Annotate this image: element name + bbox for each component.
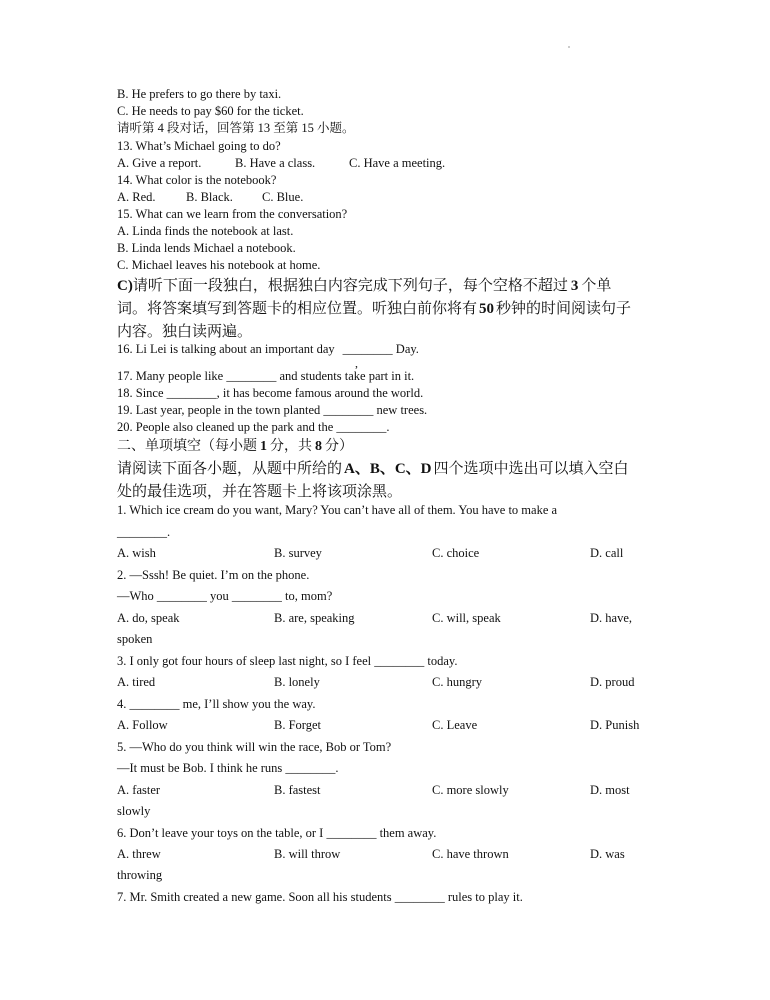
q4-option-a: A. Follow	[117, 718, 168, 732]
q4-option-d: D. Punish	[590, 718, 640, 732]
q14-option-b: B. Black.	[186, 190, 233, 204]
part2-instruction-1: 请阅读下面各小题，从题中所给的 A、B、C、D 四个选项中选出可以填入空白	[117, 459, 629, 477]
q6-option-a: A. threw	[117, 847, 161, 861]
section-c-instruction-2: 词。将答案填写到答题卡的相应位置。听独白前你将有 50 秒钟的时间阅读句子	[117, 299, 632, 317]
q5-option-b: B. fastest	[274, 783, 321, 797]
q2-option-b: B. are, speaking	[274, 611, 355, 625]
question-5: 5. —Who do you think will win the race, Bob or Tom?	[117, 740, 392, 754]
instruction-line: 请听第 4 段对话，回答第 13 至第 15 小题。	[117, 121, 355, 135]
question-18: 18. Since ________, it has become famous around the world.	[117, 386, 424, 400]
q6-option-d: D. was	[590, 847, 625, 861]
option-line: B. Linda lends Michael a notebook.	[117, 241, 296, 255]
q6-option-b: B. will throw	[274, 847, 341, 861]
q2-option-a: A. do, speak	[117, 611, 180, 625]
q6-option-d-continued: throwing	[117, 868, 163, 882]
q2-option-d-continued: spoken	[117, 632, 153, 646]
q13-option-b: B. Have a class.	[235, 156, 316, 170]
section-c-instruction-1: C)请听下面一段独白，根据独白内容完成下列句子，每个空格不超过 3 个单	[117, 276, 612, 294]
q5-option-d: D. most	[590, 783, 630, 797]
question-14: 14. What color is the notebook?	[117, 173, 277, 187]
question-2: 2. —Sssh! Be quiet. I’m on the phone.	[117, 568, 310, 582]
q2-option-c: C. will, speak	[432, 611, 501, 625]
option-line: A. Linda finds the notebook at last.	[117, 224, 294, 238]
question-1-continued: ________.	[117, 525, 171, 539]
q5-option-a: A. faster	[117, 783, 161, 797]
question-16: 16. Li Lei is talking about an important day ________ Day.	[117, 342, 419, 356]
part2-instruction-2: 处的最佳选项，并在答题卡上将该项涂黑。	[117, 482, 403, 500]
q3-option-b: B. lonely	[274, 675, 320, 689]
option-line: C. He needs to pay $60 for the ticket.	[117, 104, 304, 118]
part2-heading: 二、单项填空（每小题 1 分，共 8 分）	[117, 438, 353, 454]
question-20: 20. People also cleaned up the park and the ________.	[117, 420, 390, 434]
q14-option-c: C. Blue.	[262, 190, 304, 204]
question-15: 15. What can we learn from the conversation?	[117, 207, 348, 221]
question-5-line-2: —It must be Bob. I think he runs ________.	[117, 761, 339, 775]
q3-option-c: C. hungry	[432, 675, 482, 689]
q4-option-c: C. Leave	[432, 718, 478, 732]
q14-option-a: A. Red.	[117, 190, 156, 204]
section-c-instruction-3: 内容。独白读两遍。	[117, 322, 253, 340]
q1-option-b: B. survey	[274, 546, 322, 560]
question-17: 17. Many people like ________ and students take part in it.	[117, 369, 415, 383]
q16-comma: ,	[355, 356, 358, 370]
q1-option-a: A. wish	[117, 546, 156, 560]
q1-option-d: D. call	[590, 546, 624, 560]
q4-option-b: B. Forget	[274, 718, 321, 732]
question-3: 3. I only got four hours of sleep last night, so I feel ________ today.	[117, 654, 458, 668]
q13-option-a: A. Give a report.	[117, 156, 202, 170]
q5-option-d-continued: slowly	[117, 804, 151, 818]
corner-mark	[568, 46, 570, 48]
q1-option-c: C. choice	[432, 546, 480, 560]
q3-option-a: A. tired	[117, 675, 156, 689]
question-2-line-2: —Who ________ you ________ to, mom?	[117, 589, 333, 603]
option-line: B. He prefers to go there by taxi.	[117, 87, 282, 101]
question-4: 4. ________ me, I’ll show you the way.	[117, 697, 316, 711]
question-6: 6. Don’t leave your toys on the table, or I ________ them away.	[117, 826, 437, 840]
q2-option-d: D. have,	[590, 611, 632, 625]
section-c-label: C)	[117, 278, 133, 294]
option-line: C. Michael leaves his notebook at home.	[117, 258, 321, 272]
question-1: 1. Which ice cream do you want, Mary? You can’t have all of them. You have to make a	[117, 503, 558, 517]
q13-option-c: C. Have a meeting.	[349, 156, 446, 170]
q5-option-c: C. more slowly	[432, 783, 509, 797]
question-7: 7. Mr. Smith created a new game. Soon all his students ________ rules to play it.	[117, 890, 523, 904]
q3-option-d: D. proud	[590, 675, 635, 689]
question-19: 19. Last year, people in the town planted ________ new trees.	[117, 403, 428, 417]
question-13: 13. What’s Michael going to do?	[117, 139, 281, 153]
q6-option-c: C. have thrown	[432, 847, 509, 861]
